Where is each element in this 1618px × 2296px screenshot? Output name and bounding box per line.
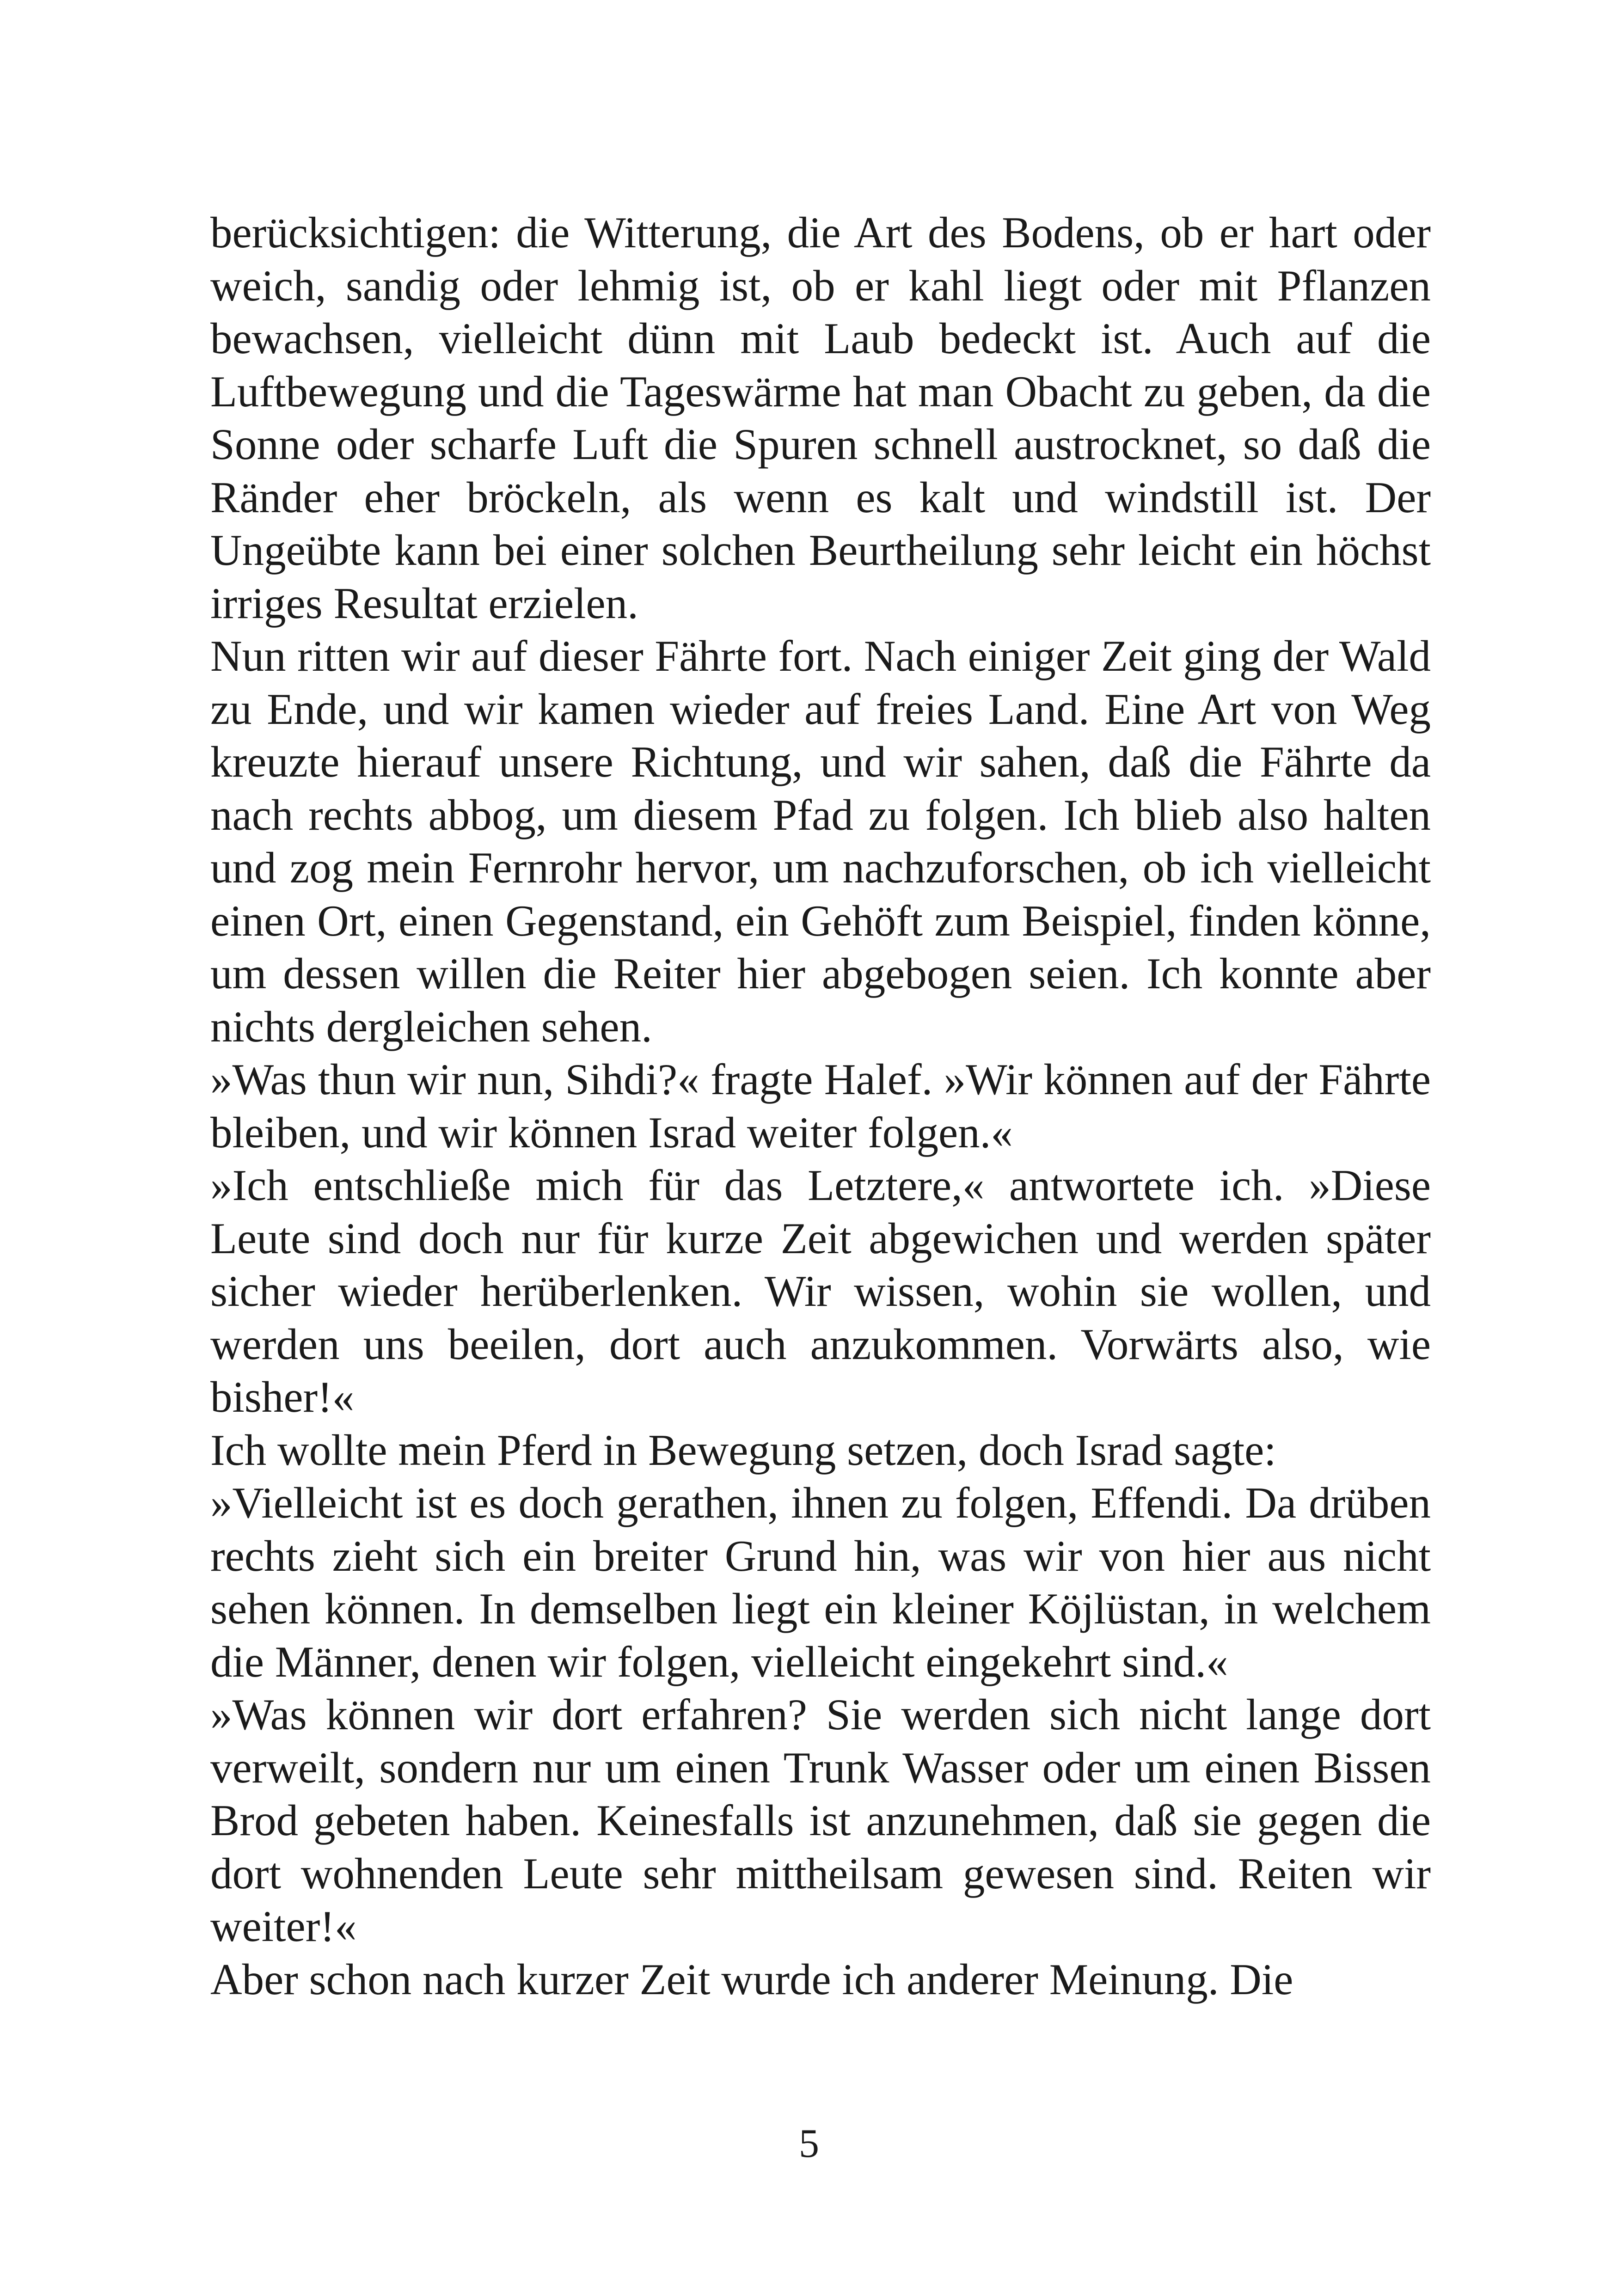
paragraph-7: »Was können wir dort erfahren? Sie werden sich nicht lange dort verweilt, sondern nur um einen Trunk Wasser oder um einen Bissen Brod gebeten haben. Keinesfalls ist anzunehmen, daß sie gegen die dort wohnenden Leute sehr mittheilsam gewesen sind. Reiten wir weiter!« (210, 1690, 1431, 1951)
page-number: 5 (799, 2121, 819, 2166)
body-text (210, 206, 1431, 2006)
paragraph-3: »Was thun wir nun, Sihdi?« fragte Halef. »Wir können auf der Fährte bleiben, und wir können Israd weiter folgen.« (210, 1055, 1431, 1157)
paragraph-5: Ich wollte mein Pferd in Bewegung setzen, doch Israd sagte: (210, 1425, 1276, 1475)
paragraph-8: Aber schon nach kurzer Zeit wurde ich anderer Meinung. Die (210, 1954, 1293, 2004)
paragraph-2: Nun ritten wir auf dieser Fährte fort. Nach einiger Zeit ging der Wald zu Ende, und wir kamen wieder auf freies Land. Eine Art von Weg kreuzte hierauf unsere Richtung, und wir sahen, daß die Fährte da nach rechts abbog, um diesem Pfad zu folgen. Ich blieb also halten und zog mein Fernrohr hervor, um nachzuforschen, ob ich vielleicht einen Ort, einen Gegenstand, ein Gehöft zum Beispiel, finden könne, um dessen willen die Reiter hier abgebogen seien. Ich konnte aber nichts dergleichen sehen. (210, 631, 1431, 1051)
paragraph-1: berücksichtigen: die Witterung, die Art des Bodens, ob er hart oder weich, sandig oder lehmig ist, ob er kahl liegt oder mit Pflanzen bewachsen, vielleicht dünn mit Laub bedeckt ist. Auch auf die Luftbewegung und die Tageswärme hat man Obacht zu geben, da die Sonne oder scharfe Luft die Spuren schnell austrocknet, so daß die Ränder eher bröckeln, als wenn es kalt und windstill ist. Der Ungeübte kann bei einer solchen Beurtheilung sehr leicht ein höchst irriges Resultat erzielen. (210, 208, 1431, 628)
paragraph-4: »Ich entschließe mich für das Letztere,« antwortete ich. »Diese Leute sind doch nur für kurze Zeit abgewichen und werden später sicher wieder herüberlenken. Wir wissen, wohin sie wollen, und werden uns beeilen, dort auch anzukommen. Vorwärts also, wie bisher!« (210, 1161, 1431, 1421)
paragraph-6: »Vielleicht ist es doch gerathen, ihnen zu folgen, Effendi. Da drüben rechts zieht sich ein breiter Grund hin, was wir von hier aus nicht sehen können. In demselben liegt ein kleiner Köjlüstan, in welchem die Männer, denen wir folgen, vielleicht eingekehrt sind.« (210, 1478, 1431, 1686)
